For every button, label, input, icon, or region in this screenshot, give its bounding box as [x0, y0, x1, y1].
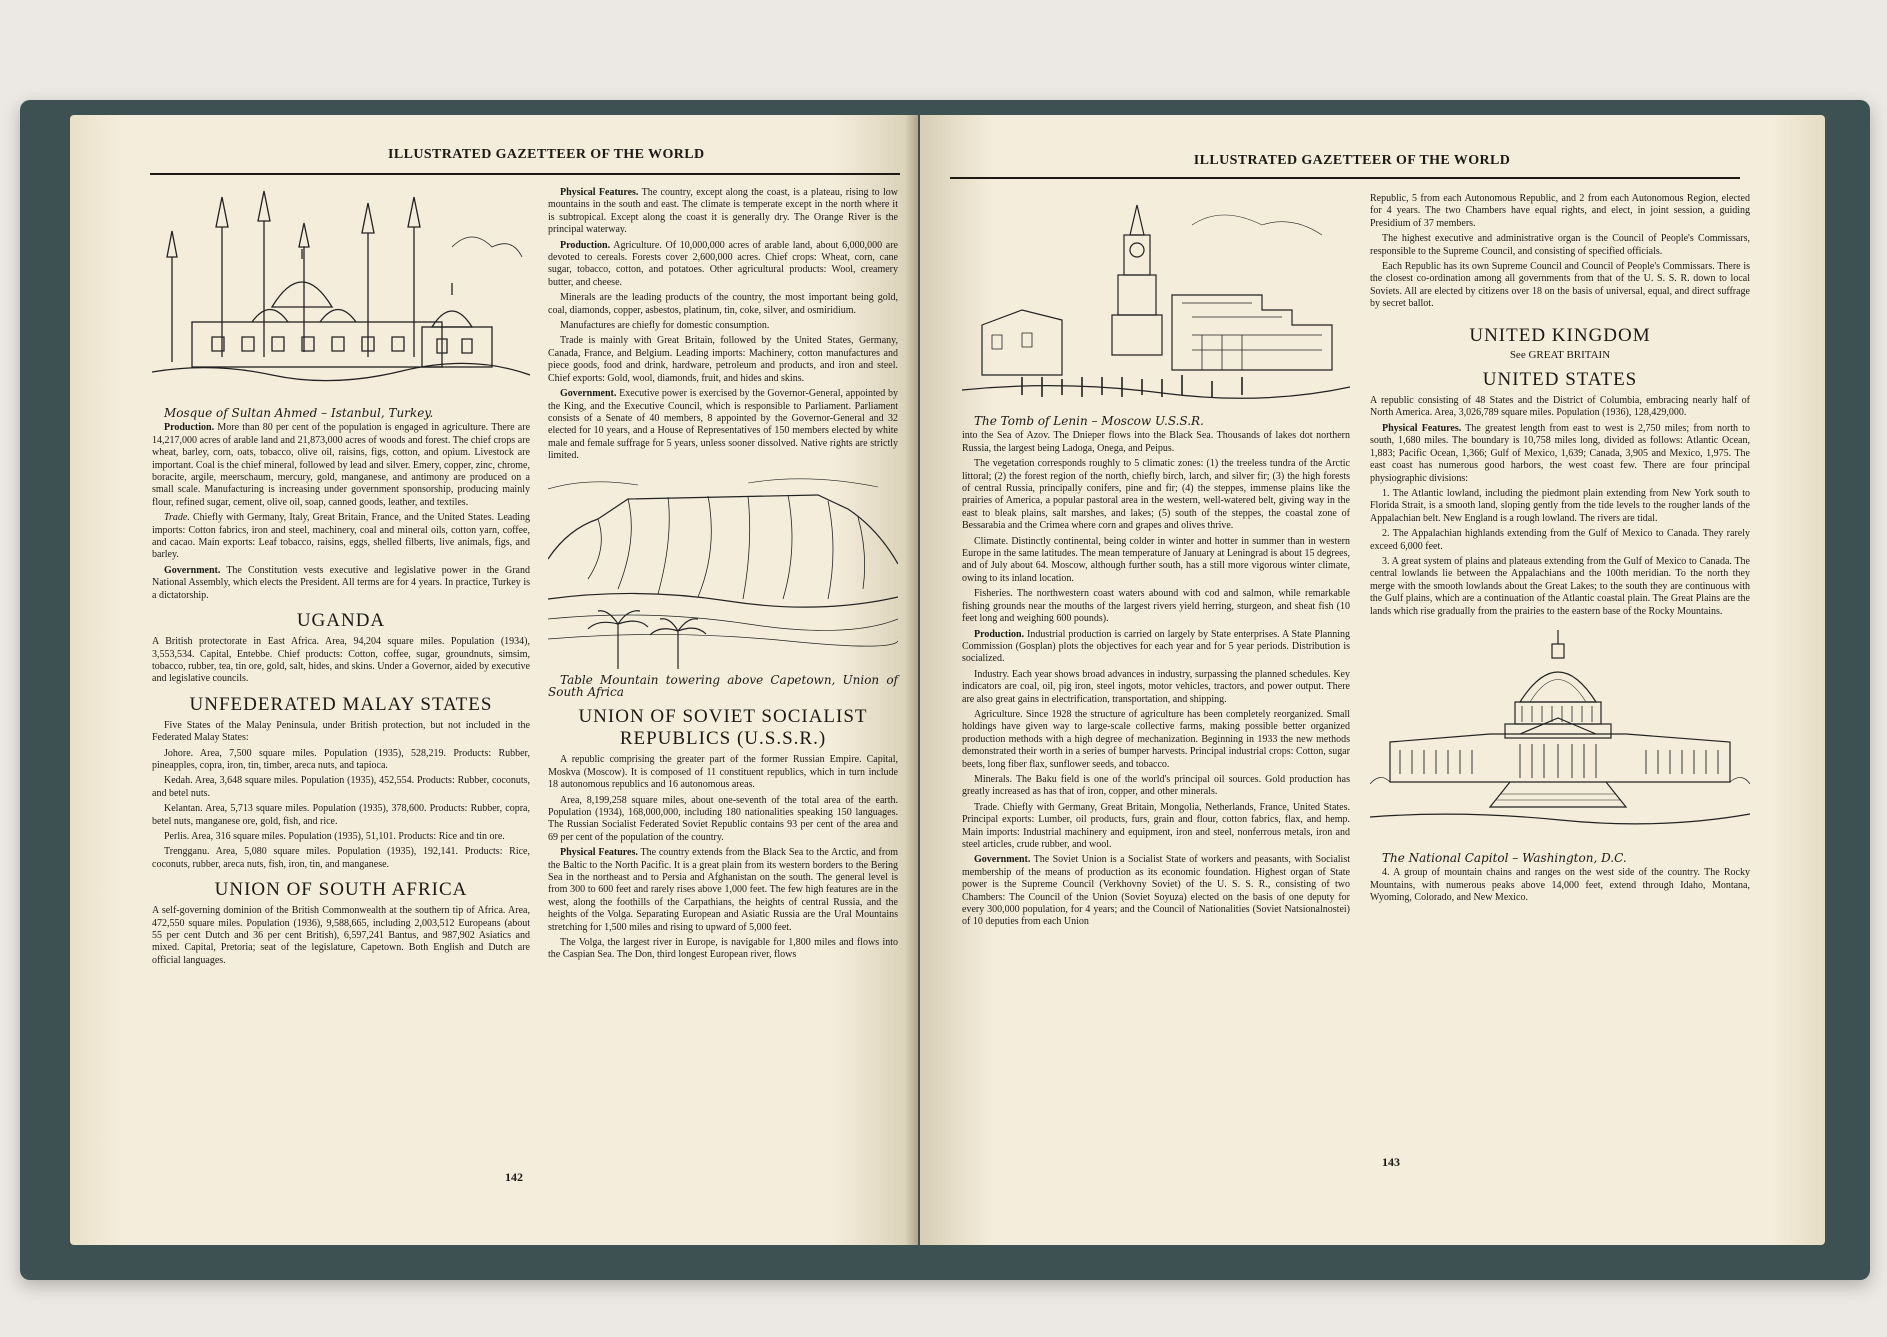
- section-title-uk: UNITED KINGDOM: [1469, 324, 1651, 346]
- ussr-vegetation-text: The vegetation corresponds roughly to 5 climatic zones: (1) the treeless tundra of the Arctic littoral; (2) the forest region of the north, chiefly birch, larch, and silver fir; (3) the high forests of central Russia, principally conifers, pine and fir; (4) the steppes, immense plains like the prairies of America, a popular pastoral area in the western, well-watered belt, giving way in the east to bleak plains, salt marshes, and lakes; (5) south of the steppes, the coastal zone of Bessarabia and the Crimea where corn and grapes and olives thrive.: [962, 458, 1350, 532]
- header-rule-right: [950, 177, 1740, 179]
- capitol-illustration: [1370, 622, 1750, 852]
- ussr-fisheries-text: Fisheries. The northwestern coast waters abound with cod and salmon, while remarkable fishing grounds near the mouths of the largest rivers yield herring, sturgeon, and sheat fish (10 feet long and weighing 600 pounds).: [962, 588, 1350, 625]
- running-head-right: ILLUSTRATED GAZETTEER OF THE WORLD: [1193, 153, 1511, 168]
- section-title-south-africa: UNION OF SOUTH AFRICA: [214, 879, 468, 901]
- uganda-text: A British protectorate in East Africa. Area, 94,204 square miles. Population (1934), 3,553,534. Capital, Entebbe. Chief products: Cotton, coffee, sugar, groundnuts, simsim, tobacco, rubber, tea, tin ore, gold, salt, hides, and skins. Under a Governor, aided by executive and legislative councils.: [152, 636, 530, 685]
- uk-see-reference: See GREAT BRITAIN: [1509, 348, 1611, 361]
- us-div-2: 2. The Appalachian highlands extending from the Gulf of Mexico to Canada. They rarely exceed 6,000 feet.: [1370, 528, 1750, 552]
- ussr-cont-text: into the Sea of Azov. The Dnieper flows into the Black Sea. Thousands of lakes dot northern Russia, the largest being Ladoga, Onega, and Peipus.: [962, 430, 1350, 454]
- sa-physical-label: Physical Features.: [560, 187, 639, 198]
- turkey-government-label: Government.: [164, 564, 221, 576]
- ussr-trade-text: Trade. Chiefly with Germany, Great Britain, Mongolia, Netherlands, France, United States. Principal exports: Lumber, oil products, furs, grain and flour, cotton fabrics, flax, and hemp. Main imports: Industrial machinery and equipment, iron and steel, nonferrous metals, iron and steel articles, crude rubber, and wool.: [962, 801, 1350, 850]
- section-title-malay: UNFEDERATED MALAY STATES: [189, 693, 493, 715]
- turkey-production-label: Production.: [164, 422, 215, 434]
- us-intro: A republic consisting of 48 States and the District of Columbia, embracing nearly half of North America. Area, 3,026,789 square miles. Population (1936), 128,429,000.: [1370, 395, 1750, 419]
- ussr-agriculture-text: Agriculture. Since 1928 the structure of agriculture has been completely reorganized. Small holdings have given way to large-scale collective farms, making possible better organized production methods with a high degree of mechanization. Beginning in 1933 the new methods demonstrated their worth in a series of bumper harvests. Principal industrial crops: Cotton, sugar beets, long fiber flax, sunflower seeds, and tobacco.: [962, 708, 1350, 770]
- malay-johore: Johore. Area, 7,500 square miles. Population (1935), 528,219. Products: Rubber, pineapples, copra, iron, tin, timber, areca nuts, and tapioca.: [152, 747, 530, 771]
- right-page: [920, 115, 1825, 1245]
- us-physical-label: Physical Features.: [1382, 422, 1462, 434]
- sa-trade-text: Trade is mainly with Great Britain, followed by the United States, Germany, Canada, France, and Belgium. Leading imports: Machinery, cotton manufactures and piece goods, food and drink, hardware, petroleum and products, and iron and steel. Chief exports: Gold, wool, diamonds, fruit, and hides and skins.: [548, 335, 898, 384]
- turkey-production-text: More than 80 per cent of the population is engaged in agriculture. There are 14,217,000 acres of arable land and 21,873,000 acres of woods and forest. The chief crops are wheat, barley, corn, oats, tobacco, olive oil, raisins, figs, cotton, and opium. Livestock are important. Coal is the chief mineral, followed by lead and silver. Emery, copper, zinc, chrome, boracite, argile, meerschaum, mercury, gold, manganese, and antimony are produced on a small scale. Manufacturing is increasing under government sponsorship, producing mainly flour, refined sugar, cement, olive oil, soap, canned goods, leather, and textiles.: [152, 422, 531, 508]
- malay-intro: Five States of the Malay Peninsula, under British protection, but not included in the Federated Malay States:: [152, 719, 530, 744]
- ussr-gov-cont-3: Each Republic has its own Supreme Council and Council of People's Commissars. There is the closest co-ordination among all governments from that of the U. S. S. R. down to local Soviets. All are elected by citizens over 18 on the basis of universal, equal, and direct suffrage by secret ballot.: [1370, 261, 1750, 310]
- ussr-physical-text: The country extends from the Black Sea to the Arctic, and from the Baltic to the North Pacific. It is a great plain from its western borders to the Bering Sea in the northeast and to Persia and Afghanistan on the south. The general level is from 300 to 600 feet and rarely rises above 1,000 feet. The few high features are in the west, along the foothills of the Carpathians, the heights of central Russia, and the heights of the Volga. Separating European and Asiatic Russia are the Ural Mountains stretching for 1,500 miles and rising to upward of 5,000 feet.: [548, 847, 898, 933]
- sa-government-label: Government.: [560, 388, 617, 400]
- right-page-column-1: [962, 195, 1350, 932]
- caption-table-mountain: Table Mountain towering above Capetown, Union of South Africa: [548, 672, 898, 699]
- page-number-left: 142: [505, 1170, 523, 1184]
- table-mountain-illustration: [548, 469, 898, 674]
- ussr-production-label: Production.: [974, 628, 1025, 640]
- caption-capitol: The National Capitol – Washington, D.C.: [1382, 850, 1627, 865]
- ussr-climate-text: Climate. Distinctly continental, being colder in winter and hotter in summer than in western Europe in the same latitudes. The mean temperature of January at Leningrad is about 15 degrees, and of July about 64. Moscow, although further south, has a still more vigorous winter climate, owing to its inland location.: [962, 535, 1350, 584]
- us-div-1: 1. The Atlantic lowland, including the piedmont plain extending from New York south to Florida Strait, is a smooth land, sloping gently from the tide levels to the rougher lands of the Appalachian belt. New England is a rough lowland. The rivers are tidal.: [1370, 487, 1750, 524]
- right-page-column-2: [1370, 193, 1750, 908]
- left-page-column-1: [152, 187, 530, 970]
- ussr-gov-cont-2: The highest executive and administrative organ is the Council of People's Commissars, responsible to the Supreme Council, and consisting of specified officials.: [1370, 233, 1750, 257]
- malay-kedah: Kedah. Area, 3,648 square miles. Population (1935), 452,554. Products: Rubber, coconuts, and betel nuts.: [152, 775, 530, 799]
- sa-production-text: Agriculture. Of 10,000,000 acres of arable land, about 6,000,000 are devoted to cereals. Forests cover 2,600,000 acres. Chief crops: Wheat, corn, cane sugar, tobacco, cotton, and potatoes. Other agricultural products: Wool, creamery butter, and cheese.: [548, 239, 899, 288]
- malay-perlis: Perlis. Area, 316 square miles. Population (1935), 51,101. Products: Rice and tin ore.: [164, 830, 505, 842]
- turkey-trade-label: Trade.: [164, 512, 190, 524]
- sa-government-text: Executive power is exercised by the Governor-General, appointed by the King, and the Executive Council, which is responsible to Parliament. Parliament consists of a Senate of 40 members, 8 appointed by the Governor-General and 32 elected for 10 years, and a House of Representatives of 150 members elected by white male and female suffrage for 5 years, unless sooner dissolved. Native rights are strictly limited.: [548, 388, 899, 462]
- turkey-trade-text: Chiefly with Germany, Italy, Great Britain, France, and the United States. Leading imports: Cotton fabrics, iron and steel, machinery, coal and mineral oils, cotton yarn, coffee, and cacao. Main exports: Leaf tobacco, raisins, eggs, shelled filberts, live animals, figs, and barley.: [152, 512, 531, 561]
- turkey-government-text: The Constitution vests executive and legislative power in the Grand National Assembly, which elects the President. All terms are for 4 years. In practice, Turkey is a dictatorship.: [152, 564, 530, 601]
- running-head-left: ILLUSTRATED GAZETTEER OF THE WORLD: [388, 147, 705, 162]
- header-rule-left: [150, 173, 900, 175]
- ussr-industry-text: Industry. Each year shows broad advances in industry, surpassing the planned schedules. Key indicators are coal, oil, pig iron, steel ingots, motor vehicles, tractors, and power output. There are also great gains in electrification, transportation, and shipping.: [962, 668, 1350, 705]
- caption-lenin: The Tomb of Lenin – Moscow U.S.S.R.: [974, 414, 1204, 428]
- ussr-intro: A republic comprising the greater part of the former Russian Empire. Capital, Moskva (Moscow). It is composed of 11 constituent republics, which in turn include 18 autonomous republics and 16 autonomous areas.: [548, 754, 898, 791]
- sa-manufactures-text: Manufactures are chiefly for domestic consumption.: [560, 320, 770, 332]
- malay-trengganu: Trengganu. Area, 5,080 square miles. Population (1935), 192,141. Products: Rice, coconuts, rubber, areca nuts, fish, iron, tin, and manganese.: [152, 846, 530, 870]
- section-title-uganda: UGANDA: [296, 610, 386, 632]
- ussr-area: Area, 8,199,258 square miles, about one-seventh of the total area of the earth. Population (1934), 168,000,000, including 180 nationalities speaking 150 languages. The Russian Socialist Federated Soviet Republic contains 93 per cent of the area and 69 per cent of the population of the country.: [548, 794, 898, 843]
- section-title-us: UNITED STATES: [1482, 369, 1638, 391]
- caption-mosque: Mosque of Sultan Ahmed – Istanbul, Turkey.: [164, 406, 434, 420]
- us-div-3: 3. A great system of plains and plateaus extending from the Gulf of Mexico to Canada. The central lowlands lie between the Appalachians and the 100th meridian. To the north they merge with the smooth lowlands about the Great Lakes; to the south they are continuous with the Gulf plains, which are a continuation of the Atlantic coastal plain. The Great Plains are the lands which rise gradually from the prairies to the eastern base of the Rocky Mountains.: [1370, 555, 1750, 617]
- malay-kelantan: Kelantan. Area, 5,713 square miles. Population (1935), 378,600. Products: Rubber, copra, betel nuts, manganese ore, gold, fish, and rice.: [152, 803, 530, 827]
- ussr-volga-text: The Volga, the largest river in Europe, is navigable for 1,800 miles and flows into the Caspian Sea. The Don, third longest European river, flows: [548, 937, 898, 961]
- mosque-illustration: [152, 187, 530, 407]
- ussr-production-text: Industrial production is carried on largely by State enterprises. A State Planning Commission (Gosplan) plots the objectives for each year and for 5 year periods. Distribution is socialized.: [962, 628, 1351, 665]
- ussr-physical-label: Physical Features.: [560, 847, 638, 859]
- left-page-column-2: [548, 187, 898, 965]
- sa-production-label: Production.: [560, 239, 611, 251]
- section-title-ussr: UNION OF SOVIET SOCIALIST REPUBLICS (U.S.S.R.): [578, 706, 868, 750]
- ussr-gov-cont-1: Republic, 5 from each Autonomous Republic, and 2 from each Autonomous Region, elected for 4 years. The two Chambers have equal rights, and elect, in joint session, a guiding Presidium of 37 members.: [1370, 193, 1750, 229]
- left-page: [70, 115, 918, 1245]
- us-div-4: 4. A group of mountain chains and ranges on the west side of the country. The Rocky Mountains, with numerous peaks above 14,000 feet, extend through Idaho, Montana, Wyoming, Colorado, and New Mexico.: [1370, 867, 1750, 904]
- ussr-government-label: Government.: [974, 854, 1031, 866]
- ussr-minerals-text: Minerals. The Baku field is one of the world's principal oil sources. Gold production has greatly increased as has that of iron, copper, and other minerals.: [962, 773, 1350, 798]
- south-africa-text: A self-governing dominion of the British Commonwealth at the southern tip of Africa. Area, 472,550 square miles. Population (1936), 9,588,665, including 2,003,512 Europeans (about 55 per cent Dutch and 36 per cent British), 6,597,241 Bantus, and 987,902 Asiatics and mixed. Capital, Pretoria; seat of the legislature, Capetown. Both English and Dutch are official languages.: [152, 905, 530, 966]
- us-physical-text: The greatest length from east to west is 2,750 miles; from north to south, 1,680 miles. The boundary is 10,758 miles long, divided as follows: Atlantic Ocean, 1,883; Pacific Ocean, 1,366; Gulf of Mexico, 1,639; Canada, 3,905 and Mexico, 1,975. The east coast has numerous good harbors, the west coast few. There are four principal physiographic divisions:: [1370, 422, 1750, 484]
- page-number-right: 143: [1382, 1155, 1400, 1169]
- lenin-tomb-illustration: [962, 195, 1350, 415]
- sa-minerals-text: Minerals are the leading products of the country, the most important being gold, coal, diamonds, copper, asbestos, platinum, tin, coke, silver, and osmiridium.: [548, 292, 898, 316]
- sa-physical-text: The country, except along the coast, is a plateau, rising to low mountains in the south and east. The climate is temperate except in the north where it is subtropical. Except along the coast it is generally dry. The Orange River is the principal waterway.: [548, 187, 898, 236]
- ussr-government-text: The Soviet Union is a Socialist State of workers and peasants, with Socialist membership of the means of production as its economic foundation. Highest organ of State power is the Supreme Council (Verkhovny Soviet) of the U. S. S. R., consisting of two Chambers: The Council of the Union (Soviet Soyuza) elected on the basis of one deputy for every 300,000 population, for 4 years; and the Council of Nationalities (Soviet Natsionalnostei) of 10 deputies from each Union: [962, 854, 1350, 928]
